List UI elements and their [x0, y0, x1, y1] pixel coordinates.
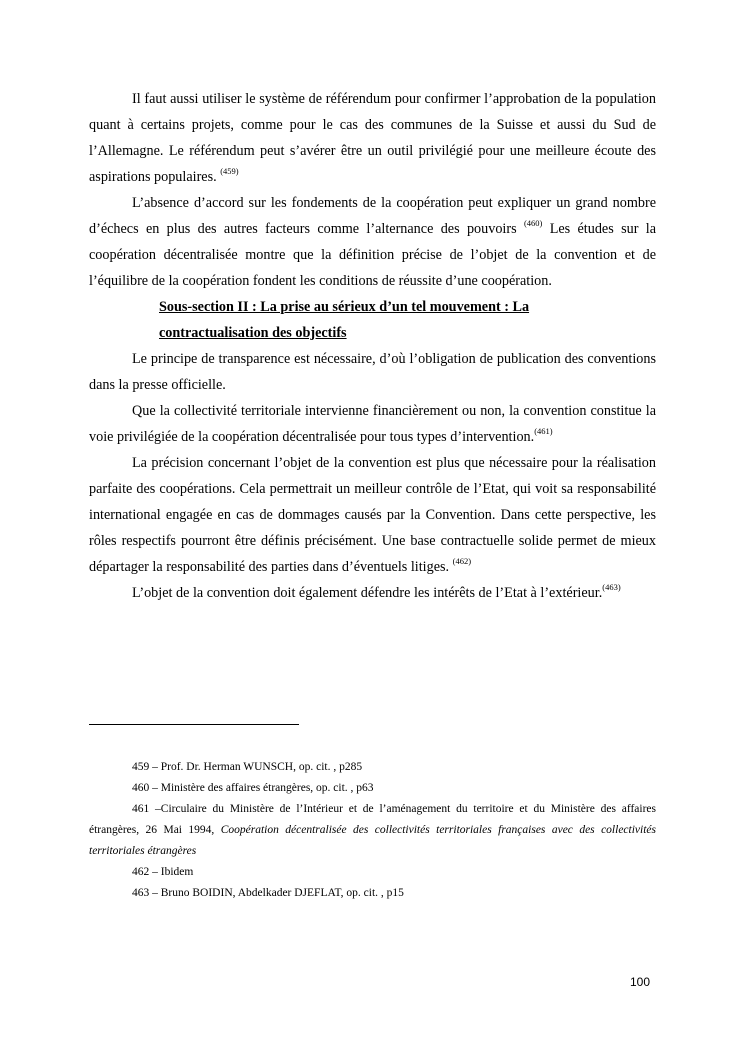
- footnote-462: 462 – Ibidem: [132, 866, 194, 878]
- footnote-ref-459[interactable]: (459): [220, 166, 239, 176]
- page-number: 100: [630, 975, 651, 989]
- footnote-ref-463[interactable]: (463): [602, 582, 621, 592]
- footnote-461: 461 –Circulaire du Ministère de l’Intérieur et de l’aménagement du territoire et du Ministère des affaires étrangères, 26 Mai 1994, Coopération décentralisée des collectivités territoriales françaises avec des collectivités territoriales étrangères: [89, 803, 656, 857]
- paragraph-referendum: Il faut aussi utiliser le système de référendum pour confirmer l’approbation de la population quant à certains projets, comme pour le cas des communes de la Suisse et aussi du Sud de l’Allemagne. Le référendum peut s’avérer être un outil privilégié pour une meilleure écoute des aspirations populaires. $^{(459)}$: [89, 91, 656, 185]
- footnote-459: 459 – Prof. Dr. Herman WUNSCH, op. cit. , p285: [132, 761, 363, 773]
- paragraph-precision: La précision concernant l’objet de la convention est plus que nécessaire pour la réalisation parfaite des coopérations. Cela permettrait un meilleur contrôle de l’Etat, qui voit sa responsabilité international engagée en cas de dommages causés par la Convention. Dans cette perspective, les rôles respectifs pourront être définis précisément. Une base contractuelle solide permet de mieux départager la responsabilité des parties dans d’éventuels litiges. $^{(462)}$: [89, 455, 656, 575]
- paragraph-transparence: Le principe de transparence est nécessaire, d’où l’obligation de publication des conventions dans la presse officielle.: [89, 351, 656, 393]
- section-heading: [159, 294, 656, 346]
- footnote-separator: [89, 724, 299, 725]
- footnote-ref-460[interactable]: (460): [523, 218, 543, 228]
- footnote-461-title: Coopération décentralisée des collectivités territoriales françaises avec des collectivités territoriales étrangères: [89, 824, 656, 857]
- footnote-ref-462[interactable]: (462): [452, 556, 472, 566]
- section-heading-line-2: contractualisation des objectifs: [159, 325, 347, 341]
- paragraph-collectivite: Que la collectivité territoriale intervienne financièrement ou non, la convention constitue la voie privilégiée de la coopération décentralisée pour tous types d’intervention.$^{(461)}$: [89, 403, 656, 445]
- paragraph-absence-accord: L’absence d’accord sur les fondements de la coopération peut expliquer un grand nombre d’échecs en plus des autres facteurs comme l’alternance des pouvoirs $^{(460)}$ Les études sur la coopération décentralisée montre que la définition précise de l’objet de la convention et de l’équilibre de la coopération fondent les conditions de réussite d’une coopération.: [89, 195, 656, 289]
- paragraph-objet-convention: L’objet de la convention doit également défendre les intérêts de l’Etat à l’extérieur.$^{(463)}$: [132, 582, 621, 601]
- footnotes: [89, 757, 656, 904]
- footnote-460: 460 – Ministère des affaires étrangères, op. cit. , p63: [132, 782, 374, 794]
- section-heading-line-1: Sous-section II : La prise au sérieux d’un tel mouvement : La: [159, 299, 530, 315]
- page-body: [89, 86, 656, 606]
- footnote-ref-461[interactable]: (461): [534, 426, 553, 436]
- footnote-463: 463 – Bruno BOIDIN, Abdelkader DJEFLAT, op. cit. , p15: [132, 887, 404, 899]
